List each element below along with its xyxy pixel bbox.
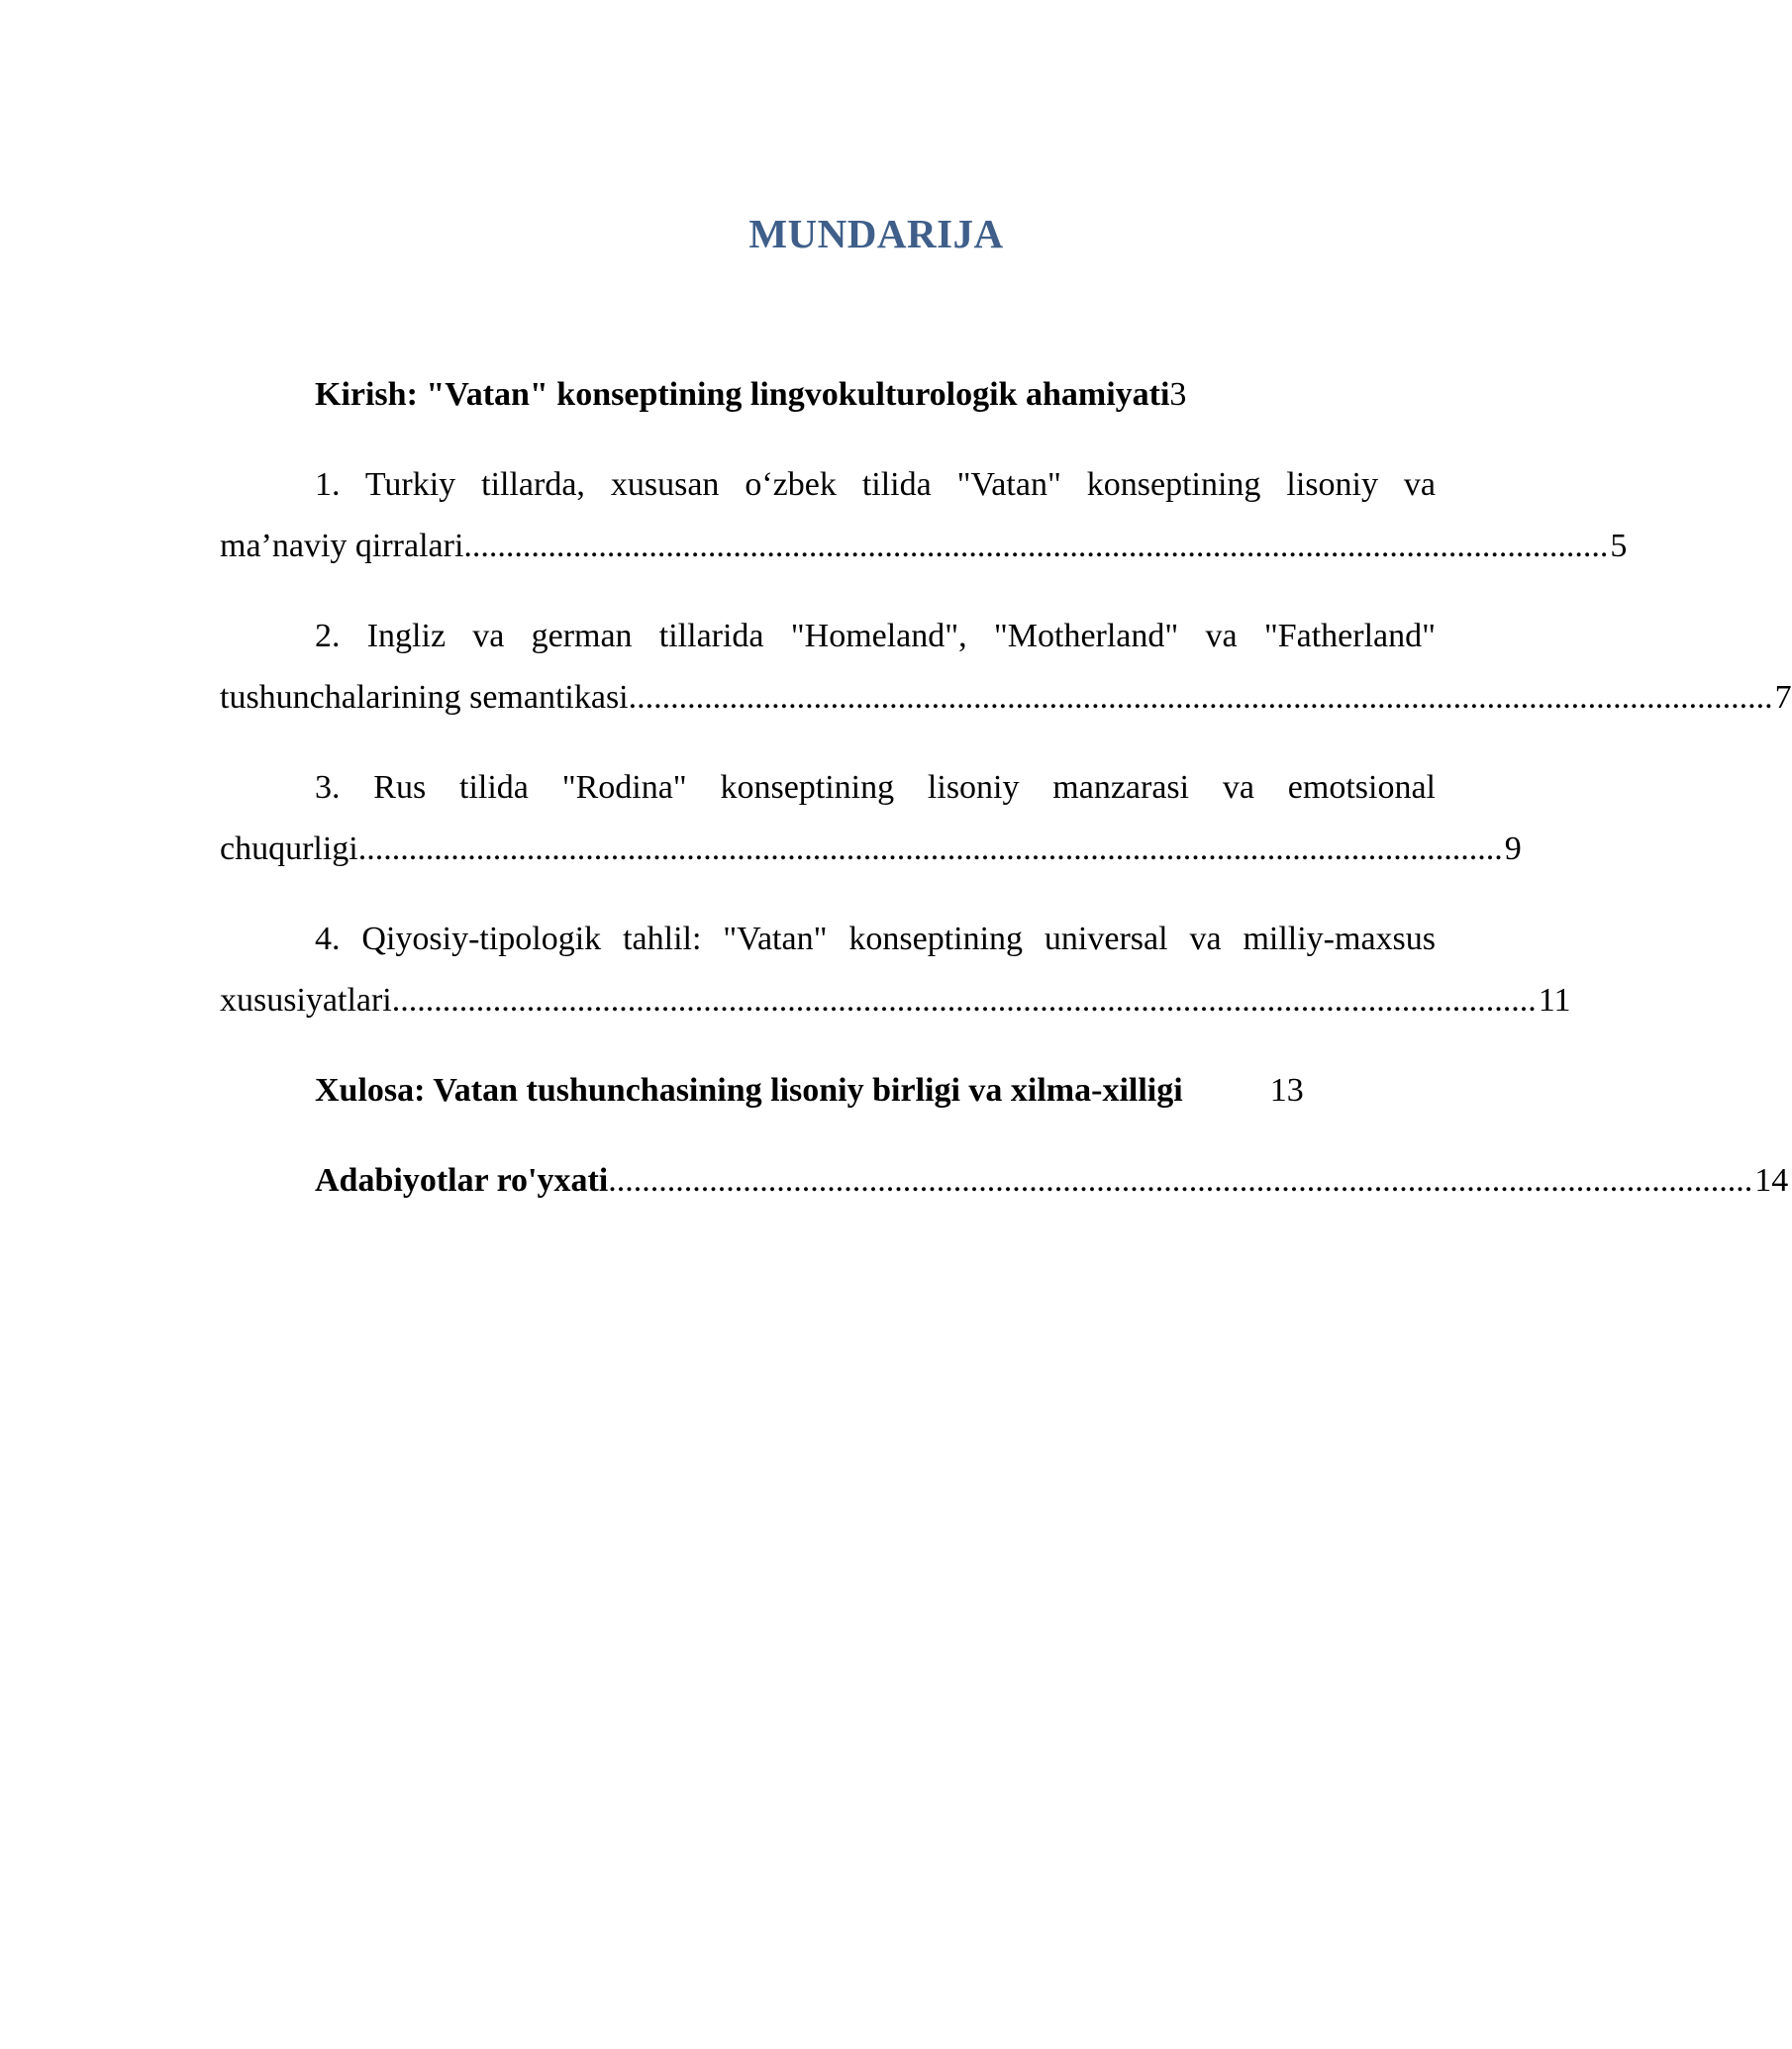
dot-leader: ........................................................................................................................................ <box>391 982 1537 1019</box>
toc-entry-label-cont: chuqurligi <box>220 830 358 867</box>
dot-leader: ........................................................................................................................................ <box>628 679 1773 716</box>
toc-page-number: 14 <box>1754 1162 1789 1199</box>
toc-entry-label: 3. Rus tilida "Rodina" konseptining lisoniy manzarasi va emotsional <box>315 769 1436 806</box>
toc-entry-label: Adabiyotlar ro'yxati <box>315 1162 609 1199</box>
toc-entry-label: 4. Qiyosiy-tipologik tahlil: "Vatan" konseptining universal va milliy-maxsus <box>315 921 1436 957</box>
toc-entry-4[interactable] <box>220 909 1571 1031</box>
toc-entry-continuation <box>220 970 1571 1031</box>
toc-page-number: 11 <box>1538 982 1571 1019</box>
toc-entry-conclusion[interactable] <box>220 1060 1436 1122</box>
toc-entry-3[interactable] <box>220 757 1522 880</box>
toc-page-number: 9 <box>1504 830 1522 867</box>
page-title: MUNDARIJA <box>748 211 1004 256</box>
toc-entry-intro[interactable] <box>220 364 1436 426</box>
dot-leader: ........................................................................................................................................ <box>463 528 1609 564</box>
toc-page-number: 3 <box>1169 376 1187 413</box>
toc-entry-label: 1. Turkiy tillarda, xususan o‘zbek tilida "Vatan" konseptining lisoniy va <box>315 466 1436 503</box>
dot-leader: ........................................................................................................................................ <box>608 1162 1753 1199</box>
toc-entry-label: 2. Ingliz va german tillarida "Homeland", "Motherland" va "Fatherland" <box>315 618 1436 654</box>
toc-page-number: 13 <box>1269 1072 1304 1109</box>
toc-entry-references[interactable] <box>220 1150 1789 1212</box>
toc-entry-1[interactable] <box>220 454 1628 577</box>
toc-entry-label: Xulosa: Vatan tushunchasining lisoniy birligi va xilma-xilligi <box>315 1072 1183 1109</box>
toc-entry-label: Kirish: "Vatan" konseptining lingvokulturologik ahamiyati <box>315 376 1170 413</box>
toc-entry-label-cont: tushunchalarining semantikasi <box>220 679 629 716</box>
toc-entry-2[interactable] <box>220 606 1792 729</box>
toc-entry-continuation <box>220 667 1792 729</box>
toc-entry-label-cont: ma’naviy qirralari <box>220 528 464 564</box>
toc-page-number: 5 <box>1610 528 1628 564</box>
toc-entry-continuation <box>220 516 1628 577</box>
toc-entry-continuation <box>220 819 1522 880</box>
toc-page-number: 7 <box>1774 679 1792 716</box>
toc-entry-label-cont: xususiyatlari <box>220 982 392 1019</box>
dot-leader: ........................................................................................................................................ <box>357 830 1503 867</box>
table-of-contents <box>220 364 1792 1240</box>
